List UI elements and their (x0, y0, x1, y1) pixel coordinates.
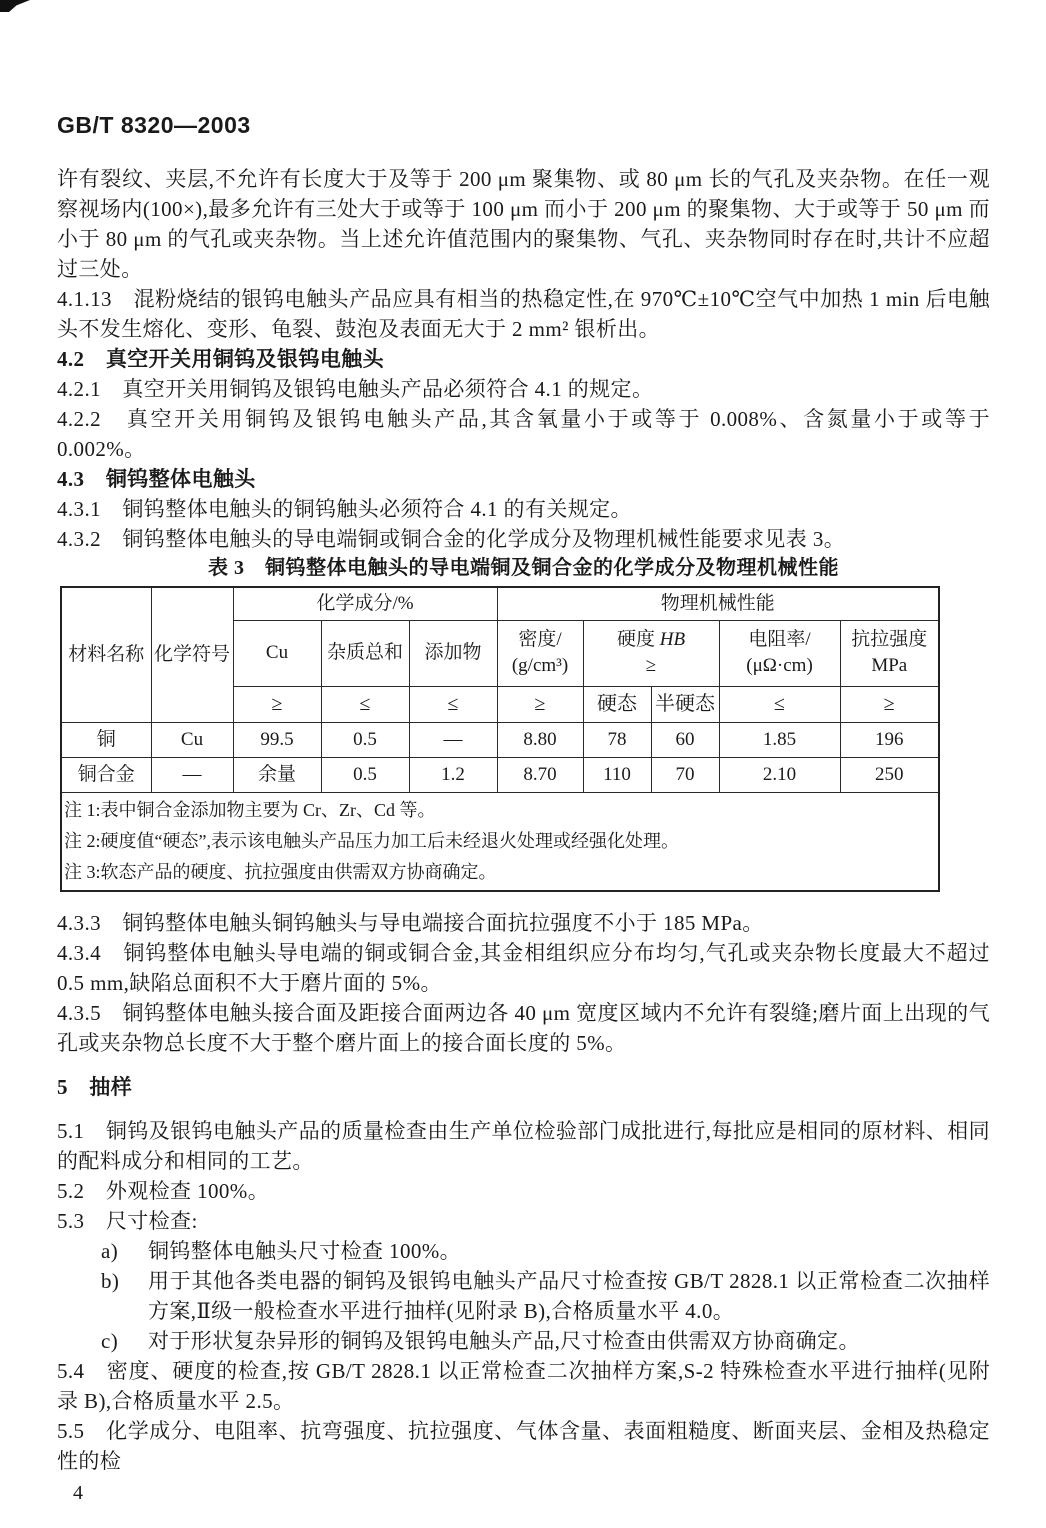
table-3 (60, 586, 940, 892)
th-chemical-symbol: 化学符号 (151, 587, 233, 722)
list-text-c: 对于形状复杂异形的铜钨及银钨电触头产品,尺寸检查由供需双方协商确定。 (148, 1328, 860, 1353)
cell-cu: 99.5 (233, 722, 321, 757)
cell-hard: 78 (583, 722, 651, 757)
th-cu-operator: ≥ (233, 686, 321, 722)
clause-4-1-13: 4.1.13 混粉烧结的银钨电触头产品应具有相当的热稳定性,在 970℃±10℃空气中加热 1 min 后电触头不发生熔化、变形、龟裂、鼓泡及表面无大于 2 mm² 银析出。 (57, 287, 990, 341)
th-resistivity-operator: ≤ (719, 686, 840, 722)
th-semi-hard-state: 半硬态 (651, 686, 719, 722)
table-row-copper (61, 722, 939, 757)
th-additive-operator: ≤ (409, 686, 497, 722)
th-additive (409, 620, 497, 686)
cell-semi-hard: 60 (651, 722, 719, 757)
cell-tensile: 196 (840, 722, 939, 757)
th-impurity-operator: ≤ (321, 686, 409, 722)
list-text-a: 铜钨整体电触头尺寸检查 100%。 (148, 1238, 462, 1263)
paragraph-continuation-4-1-12: 许有裂纹、夹层,不允许有长度大于及等于 200 μm 聚集物、或 80 μm 长的气孔及夹杂物。在任一观察视场内(100×),最多允许有三处大于或等于 100 μm 而小于 200 μm 的聚集物、大于或等于 50 μm 而小于 80 μm 的气孔或夹杂物。当上述允许值范围内的聚集物、气孔、夹杂物同时存在时,共计不应超过三处。 (57, 167, 990, 281)
clause-5-2: 5.2 外观检查 100%。 (57, 1178, 270, 1203)
th-density (497, 620, 583, 686)
cell-additive: — (409, 722, 497, 757)
th-hard-state: 硬态 (583, 686, 651, 722)
cell-impurity: 0.5 (321, 722, 409, 757)
clause-5-3: 5.3 尺寸检查: (57, 1208, 198, 1233)
list-item-a (101, 1236, 990, 1266)
cell-resistivity: 2.10 (719, 757, 840, 792)
th-tensile-label: 抗拉强度 (851, 629, 928, 650)
th-hardness-label: 硬度 HB (616, 629, 686, 650)
cell-semi-hard: 70 (651, 757, 719, 792)
cell-hard: 110 (583, 757, 651, 792)
clause-4-3-4: 4.3.4 铜钨整体电触头导电端的铜或铜合金,其金相组织应分布均匀,气孔或夹杂物长度最大不超过 0.5 mm,缺陷总面积不大于磨片面的 5%。 (57, 940, 990, 995)
clause-4-2-2: 4.2.2 真空开关用铜钨及银钨电触头产品,其含氧量小于或等于 0.008%、含氮量小于或等于 0.002%。 (57, 407, 990, 461)
cell-density: 8.70 (497, 757, 583, 792)
th-resistivity-unit: (μΩ·cm) (746, 655, 813, 676)
cell-tensile: 250 (840, 757, 939, 792)
clause-5-1: 5.1 铜钨及银钨电触头产品的质量检查由生产单位检验部门成批进行,每批应是相同的原材料、相同的配料成分和相同的工艺。 (57, 1118, 990, 1173)
table-note-1: 注 1:表中铜合金添加物主要为 Cr、Zr、Cd 等。 (64, 799, 436, 820)
cell-density: 8.80 (497, 722, 583, 757)
th-hardness-operator: ≥ (645, 655, 657, 676)
standard-code-header: GB/T 8320—2003 (57, 112, 251, 138)
cell-material: 铜合金 (61, 757, 151, 792)
cell-symbol: — (151, 757, 233, 792)
clause-4-3-1: 4.3.1 铜钨整体电触头的铜钨触头必须符合 4.1 的有关规定。 (57, 497, 632, 521)
th-tensile-unit: MPa (871, 655, 908, 676)
table-row-copper-alloy (61, 757, 939, 792)
heading-4-2: 4.2 真空开关用铜钨及银钨电触头 (57, 347, 385, 371)
cell-material: 铜 (61, 722, 151, 757)
table-notes (61, 792, 939, 891)
th-group-chemical-composition: 化学成分/% (233, 587, 497, 620)
th-resistivity (719, 620, 840, 686)
th-resistivity-label: 电阻率/ (748, 629, 811, 650)
heading-4-3: 4.3 铜钨整体电触头 (57, 467, 256, 491)
table-3-title: 表 3 铜钨整体电触头的导电端铜及铜合金的化学成分及物理机械性能 (208, 557, 839, 579)
th-cu (233, 620, 321, 686)
cell-symbol: Cu (151, 722, 233, 757)
th-material-name: 材料名称 (61, 587, 151, 722)
list-item-c (101, 1326, 990, 1356)
th-hardness-symbol: HB (659, 629, 686, 650)
clause-4-3-2: 4.3.2 铜钨整体电触头的导电端铜或铜合金的化学成分及物理机械性能要求见表 3。 (57, 527, 846, 551)
cell-resistivity: 1.85 (719, 722, 840, 757)
th-tensile-strength (840, 620, 939, 686)
list-marker-c: c) (101, 1328, 119, 1353)
clause-5-5: 5.5 化学成分、电阻率、抗弯强度、抗拉强度、气体含量、表面粗糙度、断面夹层、金相及热稳定性的检 (57, 1418, 990, 1473)
list-marker-a: a) (101, 1238, 119, 1263)
cell-additive: 1.2 (409, 757, 497, 792)
table-note-2: 注 2:硬度值“硬态”,表示该电触头产品压力加工后未经退火处理或经强化处理。 (64, 830, 679, 851)
th-density-operator: ≥ (497, 686, 583, 722)
table-note-3: 注 3:软态产品的硬度、抗拉强度由供需双方协商确定。 (64, 861, 497, 882)
clause-5-4: 5.4 密度、硬度的检查,按 GB/T 2828.1 以正常检查二次抽样方案,S-2 特殊检查水平进行抽样(见附录 B),合格质量水平 2.5。 (57, 1358, 990, 1413)
page-number: 4 (73, 1481, 83, 1504)
clause-4-3-3: 4.3.3 铜钨整体电触头铜钨触头与导电端接合面抗拉强度不小于 185 MPa。 (57, 910, 764, 935)
list-marker-b: b) (101, 1268, 120, 1293)
th-density-label: 密度/ (518, 629, 562, 650)
th-hardness (583, 620, 719, 686)
clause-4-3-5: 4.3.5 铜钨整体电触头接合面及距接合面两边各 40 μm 宽度区域内不允许有裂缝;磨片面上出现的气孔或夹杂物总长度不大于整个磨片面上的接合面长度的 5%。 (57, 1000, 990, 1055)
th-tensile-operator: ≥ (840, 686, 939, 722)
th-group-physical-mechanical: 物理机械性能 (497, 587, 939, 620)
th-density-unit: (g/cm³) (511, 655, 569, 676)
th-impurity-total (321, 620, 409, 686)
th-cu-label: Cu (265, 642, 289, 663)
heading-5-sampling: 5 抽样 (57, 1074, 133, 1099)
cell-cu: 余量 (233, 757, 321, 792)
list-item-b (101, 1266, 990, 1326)
clause-4-2-1: 4.2.1 真空开关用铜钨及银钨电触头产品必须符合 4.1 的规定。 (57, 377, 654, 401)
th-additive-label: 添加物 (424, 642, 482, 663)
list-text-b: 用于其他各类电器的铜钨及银钨电触头产品尺寸检查按 GB/T 2828.1 以正常检查二次抽样方案,Ⅱ级一般检查水平进行抽样(见附录 B),合格质量水平 4.0。 (148, 1268, 990, 1323)
th-impurity-label: 杂质总和 (326, 642, 403, 663)
cell-impurity: 0.5 (321, 757, 409, 792)
